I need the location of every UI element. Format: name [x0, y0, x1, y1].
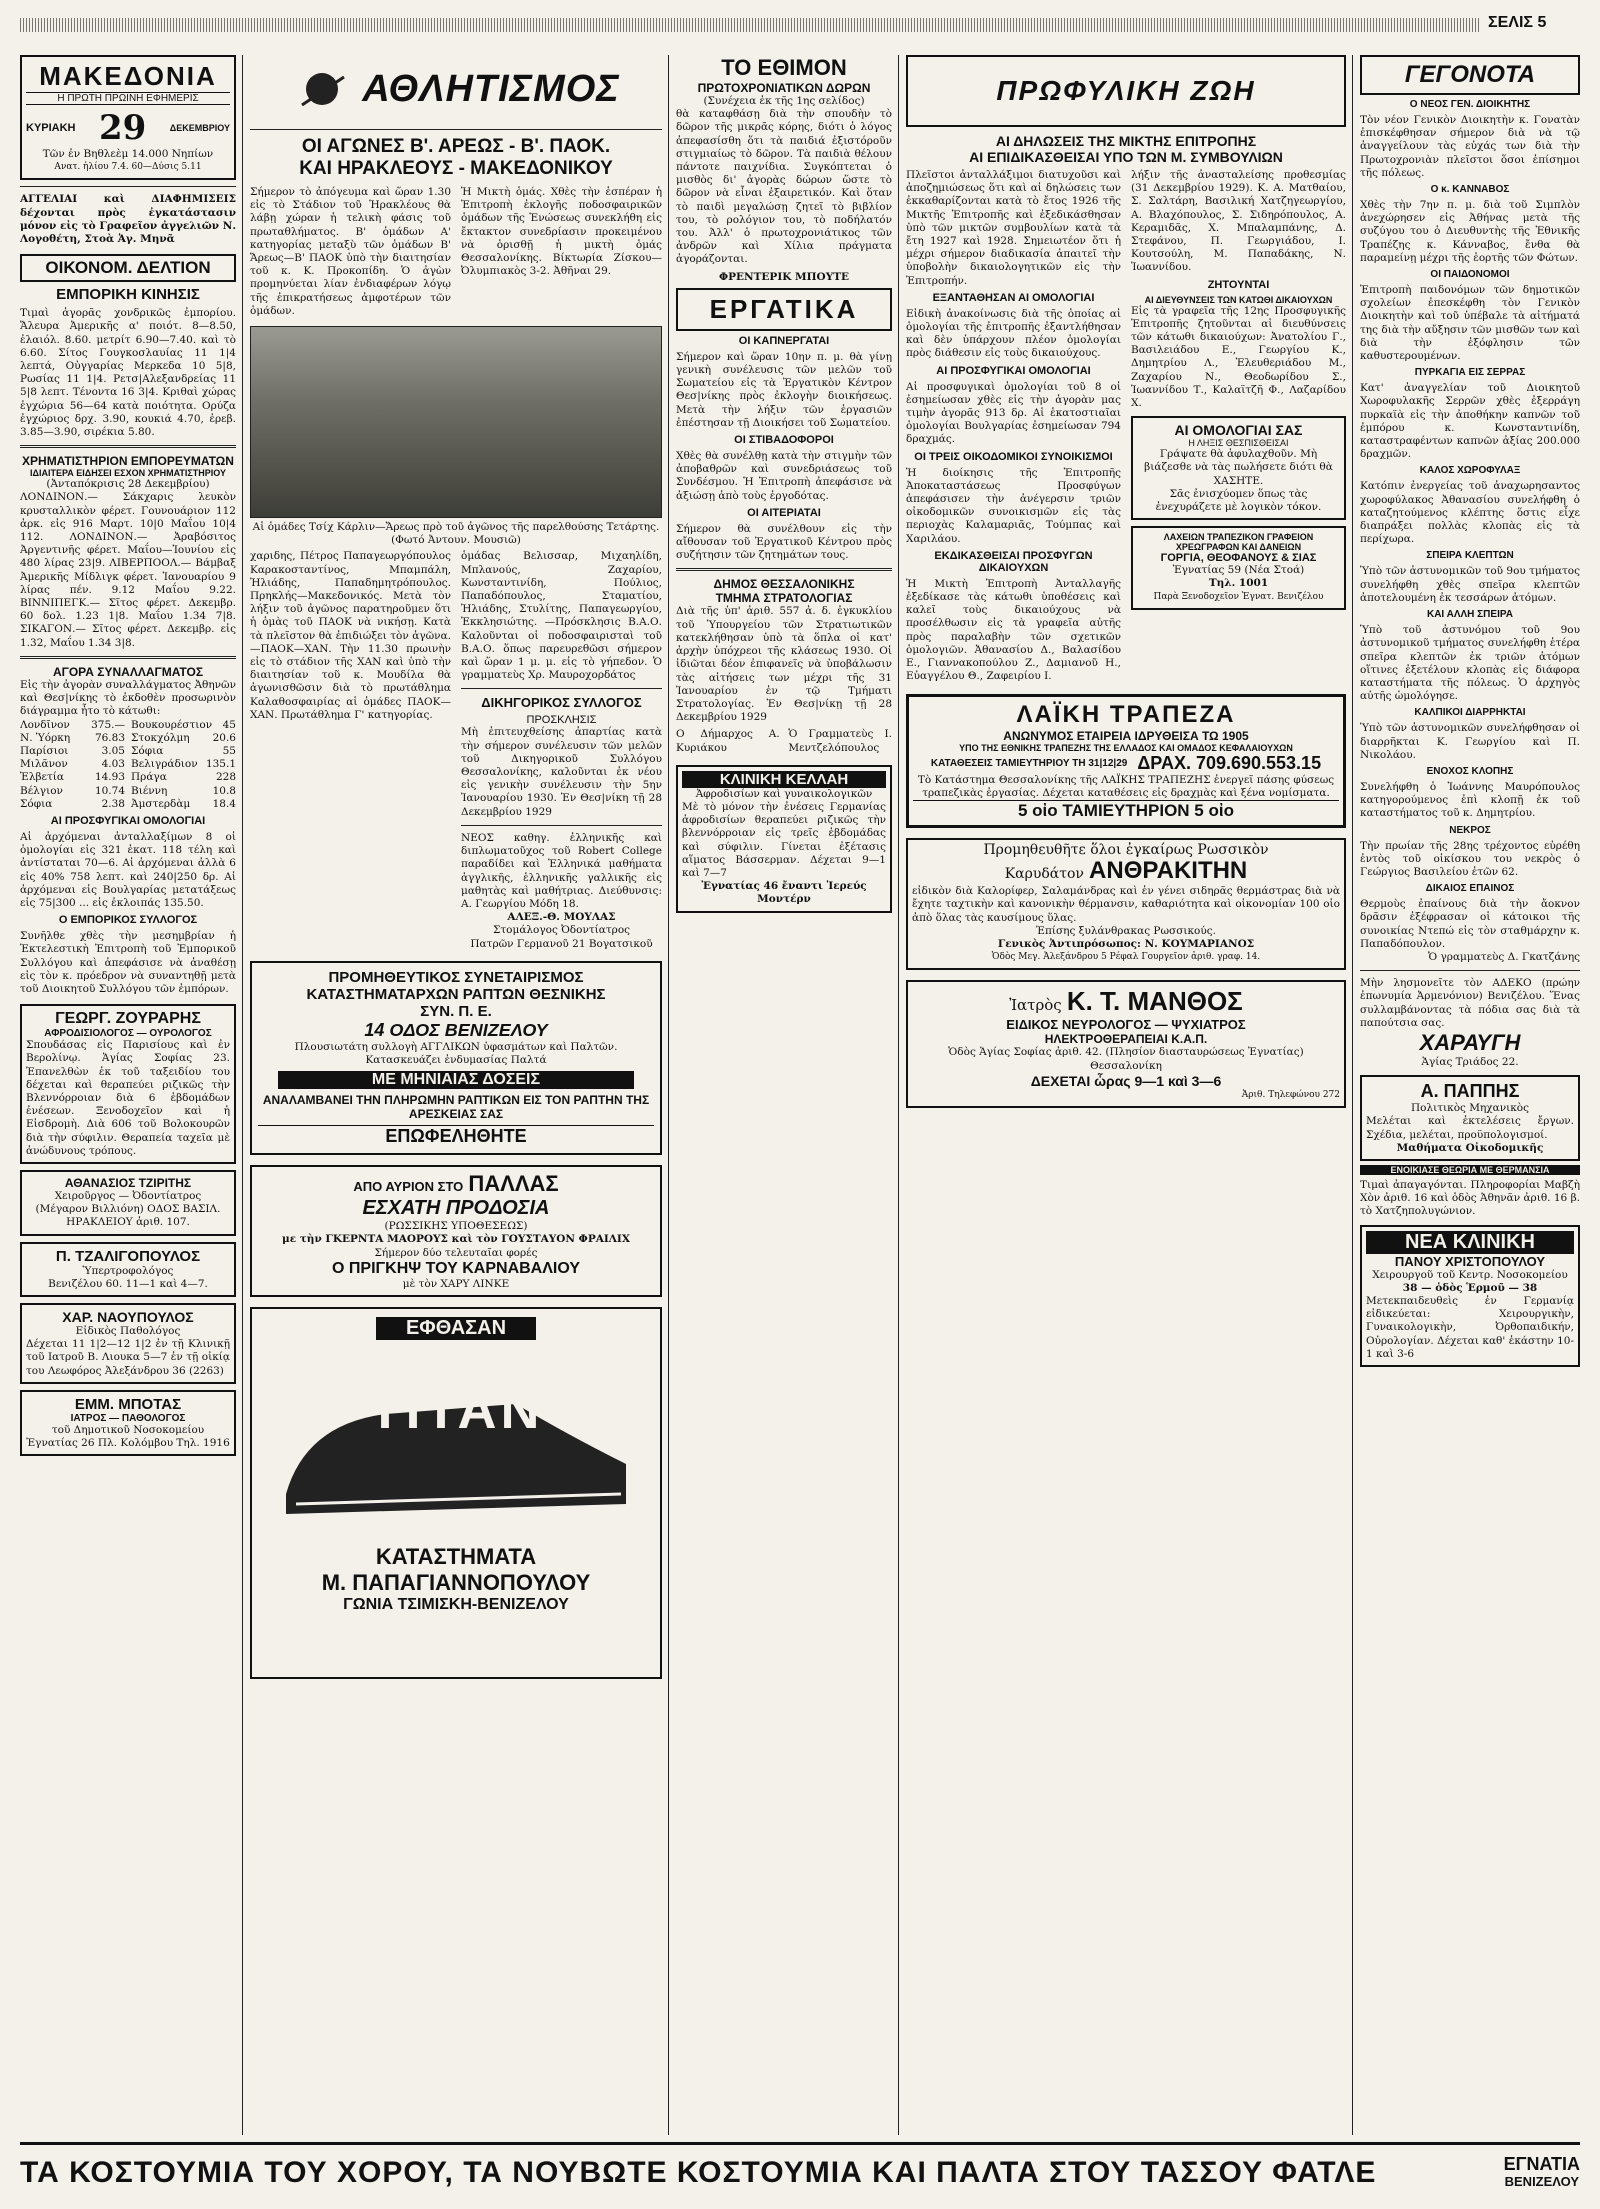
ad-kellah-l3: Μὲ τὸ μόνον τὴν ἐνέσεις Γερμανίας ἀφροδισίων θεραπεύει ριζικῶς τὴν βλεννόρροιαν εἰς τρεῖς ἑβδομάδας καὶ σύφιλιν. Γίνεται ἐξέτασις αἵματος Βάσσερμαν. Δέχεται 9—1 καὶ 7—7: [682, 800, 886, 879]
pappis-name: Α. ΠΑΠΠΗΣ: [1420, 1081, 1520, 1102]
events-sign: Ὁ γραμματεὺς Δ. Γκατζάνης: [1428, 950, 1580, 963]
ad-tailors-l8: ΕΠΩΦΕΛΗΘΗΤΕ: [258, 1125, 654, 1147]
ad-kellah: [676, 765, 892, 913]
ad-pallas-l4: (ΡΩΣΣΙΚΗΣ ΥΠΟΘΕΣΕΩΣ): [384, 1220, 528, 1233]
sports-logo-text: ΑΘΛΗΤΙΣΜΟΣ: [362, 67, 620, 110]
fx-currency: Βιέννη: [131, 784, 168, 797]
anthrakitis-l3: ΑΝΘΡΑΚΙΤΗΝ: [1089, 857, 1248, 885]
photo-caption: Αἱ ὁμάδες Τσίχ Κάρλιν—Ἄρεως πρὸ τοῦ ἀγῶνος τῆς παρελθούσης Τετάρτης. (Φωτό Ἀντουν. Μουσιῶ): [252, 521, 660, 547]
masthead-month: ΔΕΚΕΜΒΡΙΟΥ: [169, 123, 230, 133]
syros-text: Τιμαὶ ἀπαγαγόνται. Πληροφορίαι Μαβζὴ Χὸν ἀριθ. 16 καὶ ὁδὸς Ἀθηνᾶν ἀριθ. 16 β. τὸ Χατζηπολυγώνιον.: [1360, 1178, 1580, 1218]
fx-currency: Σόφια: [20, 797, 53, 810]
anthrakitis-l2: Καρυδάτον: [1004, 866, 1084, 883]
custom-note: (Συνέχεια ἐκ τῆς 1ης σελίδος): [703, 95, 865, 107]
manthos-l3: ΕΙΔΙΚΟΣ ΝΕΥΡΟΛΟΓΟΣ — ΨΥΧΙΑΤΡΟΣ: [1006, 1017, 1246, 1033]
fx-row: [131, 785, 236, 798]
prosf-heading: ΑΙ ΠΡΟΣΦΥΓΙΚΑΙ ΟΜΟΛΟΓΙΑΙ: [50, 814, 206, 827]
manthos-l4: ΗΛΕΚΤΡΟΘΕΡΑΠΕΙΑΙ Κ.Α.Π.: [1044, 1032, 1208, 1047]
column-3: [676, 55, 892, 2135]
fx-rate: 55: [222, 744, 236, 757]
emp-heading: Ο ΕΜΠΟΡΙΚΟΣ ΣΥΛΛΟΓΟΣ: [58, 914, 198, 927]
laiki-l1: ΛΑΪΚΗ ΤΡΑΠΕΖΑ: [1016, 700, 1236, 728]
fx-currency: Παρίσιοι: [20, 744, 69, 757]
ad-zoyraris-title: ΑΦΡΟΔΙΣΙΟΛΟΓΟΣ — ΟΥΡΟΛΟΓΟΣ: [44, 1028, 212, 1040]
laiki-l3: ΥΠΟ ΤΗΣ ΕΘΝΙΚΗΣ ΤΡΑΠΕΖΗΣ ΤΗΣ ΕΛΛΑΔΟΣ ΚΑΙ ΟΜΑΔΟΣ ΚΕΦΑΛΑΙΟΥΧΩΝ: [959, 742, 1293, 753]
speira-text: Ὑπὸ τῶν ἀστυνομικῶν τοῦ 9ου τμήματος συνελήφθη χθὲς σπεῖρα κλεπτῶν ἀποτελουμένη ἐκ τεσσάρων ἀτόμων.: [1360, 565, 1580, 604]
anthrakitis-l5: Ἐπίσης ξυλάνθρακας Ρωσσικούς.: [1036, 924, 1216, 937]
omol-box: [1131, 416, 1346, 520]
header-rule: [20, 18, 1480, 32]
xorof-heading: ΚΑΛΟΣ ΧΩΡΟΦΥΛΑΞ: [1419, 465, 1521, 477]
fx-rate: 135.1: [205, 758, 236, 771]
dimos-text: Διὰ τῆς ὑπ' ἀριθ. 557 ἀ. δ. ἐγκυκλίου τοῦ Ὑπουργείου τῶν Στρατιωτικῶν κατεκλήθησαν ὑπὸ τὰ ὅπλα οἱ κατ' ἀρχὴν ὑπόχρεοι τῆς κλάσεως 1930. Οἱ ἰδιῶται δέον ἐπιφανεῖς νὰ ὑποβάλωσιν τὰς αἰτήσεις των μέχρι τῆς 31 Ἰανουαρίου ἐν τῷ Τμήματι Στρατολογίας. Ἐν Θεσ|νίκῃ τῇ 28 Δεκεμβρίου 1929: [676, 605, 892, 724]
fx-row: [131, 719, 236, 732]
fx-rate: 45: [222, 718, 236, 731]
ad-tailors: [250, 961, 662, 1155]
kap-text: Σήμερον καὶ ὥραν 10ην π. μ. θὰ γίνῃ γενικὴ συνέλευσις τῶν μελῶν τοῦ Σωματείου εἰς τὰ Ἐργατικὸν Κέντρον Θεσ|νίκης πρὸς ἐκλογὴν διοικήσεως. Μετὰ τὴν λήξιν τῶν ἐργασιῶν ἐπέστησαν τῇ Διοικήσει τοῦ Σωματείου.: [676, 350, 892, 429]
fx-row: [131, 732, 236, 745]
sports-text-c: χαριδης, Πέτρος Παπαγεωργόπουλος Καρακοσταντίνος, Μπαμπάλη, Ἠλιάδης, Παπαδημητρόπουλος. Πρηκλής—Μακεδονικός. Μετὰ τὸν λήξιν τοῦ ἀγῶνος παρατηροῦμεν ὅτι ἡ ὁμὰς τοῦ ΠΑΟΚ νὰ νικήσῃ. Κατὰ τὰ πλεῖστον θὰ ἐπιδιώξει τὸν ἀγῶνα. —ΠΑΟΚ—ΧΑΝ. Τὴν 11.30 πρωινὴν εἰς τὸ στάδιον τῆς ΧΑΝ καὶ ὑπὸ τὴν διαιτησίαν τοῦ κ. Μουδίλα θὰ ἀγωνισθῶσιν διὰ τὸ πρωτάθλημα Καλαθοσφαιρίας αἱ ὁμάδες ΠΑΟΚ—ΧΑΝ. Πρωτάθλημα Γ' κατηγορίας.: [250, 550, 451, 721]
nekros-heading: ΝΕΚΡΟΣ: [1449, 824, 1491, 836]
masthead-subtitle: Η ΠΡΩΤΗ ΠΡΩΙΝΗ ΕΦΗΜΕΡΙΣ: [26, 92, 230, 105]
masthead: [20, 55, 236, 180]
ergatika-logo: ΕΡΓΑΤΙΚΑ: [676, 288, 892, 331]
sports-text-b: Ἡ Μικτὴ ὁμάς. Χθὲς τὴν ἑσπέραν ἡ Ἐπιτροπὴ ἐκλογῆς ποδοσφαιρικῶν ὁμάδων τῆς Ἑνώσεως συνεκλήθη εἰς ἔκτακτον συνεδρίασιν προκειμένου νὰ ὁρισθῇ ἡ μικτὴ ὁμάς Θεσσαλονίκης. Βίκτωρία Ζίσκου—Ὀλυμπιακὸς 3-2. Ἀθῆναι 29.: [461, 186, 662, 278]
mixed-text: Πλεῖστοι ἀνταλλάξιμοι διατυχοῦσι καὶ ἀποζημιώσεως ὅτι καὶ αἱ δηλώσεις των ἐκκαθαρίζονται κατὰ τὸ ἔτος 1926 τῆς Μικτῆς Ἐπιτροπῆς καὶ ἐξεδικάσθησαν ὑπὸ τῶν μικτῶν συμβουλίων κατὰ τὰ ἔτη 1927 καὶ 1928. Σημειωτέον ὅτι ἡ μέχρι σήμερον διαδικασία ἀπαιτεῖ τὴν ὑποβολὴν δικαιολογητικῶν εἰς τὴν Ἐπιτροπήν.: [906, 169, 1121, 287]
bourse-sub: ΙΔΙΑΙΤΕΡΑ ΕΙΔΗΣΕΙ ΕΣΧΟΝ ΧΡΗΜΑΤΙΣΤΗΡΙΟΥ: [30, 468, 226, 479]
mixed-heading-2: ΑΙ ΕΠΙΔΙΚΑΣΘΕΙΣΑΙ ΥΠΟ ΤΩΝ Μ. ΣΥΜΒΟΥΛΙΩΝ: [969, 149, 1283, 165]
fx-currency: Σόφια: [131, 744, 164, 757]
fx-rate: 20.6: [212, 731, 236, 744]
stiv-text: Χθὲς θὰ συνέλθῃ κατὰ τὴν στιγμὴν τῶν ἀποβαθρῶν καὶ συνεδριάσεως τοῦ Συνδέσμου. Ἡ Ἐπιτροπὴ ἀπεφάσισε νὰ ἀξιώσῃ ἀπὸ τοὺς ἐργοδότας.: [676, 450, 892, 502]
ad-tzaligopoulos-name: Π. ΤΖΑΛΙΓΟΠΟΥΛΟΣ: [55, 1247, 201, 1265]
ad-tzaligopoulos-title: Ὑπερτροφολόγος: [82, 1264, 174, 1277]
ad-mpotas-text: τοῦ Δημοτικοῦ Νοσοκομείου Ἐγνατίας 26 Πλ. Κολόμβου Τηλ. 1916: [26, 1423, 230, 1450]
fx-rate: 375.—: [91, 718, 125, 731]
lawyers-sub: ΠΡΟΣΚΛΗΣΙΣ: [526, 714, 597, 727]
pappis-title: Πολιτικὸς Μηχανικὸς: [1410, 1102, 1530, 1115]
footer-addr-1: ΕΓΝΑΤΙΑ: [1503, 2154, 1580, 2174]
ad-kellah-l4: Ἐγνατίας 46 ἔναντι Ἰερεύς Μοντέρν: [701, 880, 867, 906]
custom-text: θὰ καταφθάσῃ διὰ τὴν σπουδὴν τὸ δῶρον τῆς μικρᾶς κόρης, διότι ὁ λόγος ἀπεφασίσθη ὅτι τὰ παιδιά ἐξιστόροῦν στιγμιαίως τὸ δῶρον. Τὰ παιδιὰ θέλουν πάντοτε παιχνίδια. Συγκόπτεται ὁ μισθὸς δι' ἀγορὰς δώρων ὥστε τὸ δῶρον νὰ εἶναι ἐξαιρετικόν. Καὶ ὅταν τὸ παιδὶ μεγαλώσῃ ζητεῖ τὸ βιβλίον του, τὸ ρολόγιον του, τὸ ποδήλατόν του. Ἀλλ' ὁ πρωτοχρονιάτικος τῶν ἀνδρῶν καὶ Χίλια πράγματα ἀγοράζονται.: [676, 108, 892, 266]
fx-row: [20, 745, 125, 758]
prosf2-heading: ΑΙ ΠΡΟΣΦΥΓΙΚΑΙ ΟΜΟΛΟΓΙΑΙ: [936, 364, 1091, 377]
ad-kellah-l2: Ἀφροδισίων καὶ γυναικολογικῶν: [695, 787, 873, 800]
ad-tailors-l3: ΣΥΝ. Π. Ε.: [420, 1002, 492, 1020]
kalpis-heading: ΚΑΛΠΙΚΟΙ ΔΙΑΡΡΗΚΤΑΙ: [1414, 707, 1526, 719]
ad-tzaligopoulos-text: Βενιζέλου 60. 11—1 καὶ 4—7.: [48, 1277, 208, 1290]
bank-box-l3: ΓΟΡΓΙΑ, ΘΕΟΦΑΝΟΥΣ & ΣΙΑΣ: [1160, 552, 1317, 565]
prosf-text: Αἱ ἀρχόμεναι ἀνταλλαξίμων 8 οἱ ὁμολογίαι εἰς 321 ἐκατ. 118 τέλη καὶ ἀντίσταται 70—6. Αἱ ἀρχόμεναι ἀλλὰ 6 εἰς 40% 758 λεπτ. καὶ 240|250 δρ. Αἱ ἀρχόμεναι εἰς Βουλγαρίας μετατάξεως εἰς 75|300 ... εἰς ἐκλοιπάς 135.50.: [20, 830, 236, 909]
sports-headline-1: ΟΙ ΑΓΩΝΕΣ Β'. ΑΡΕΩΣ - Β'. ΠΑΟΚ.: [301, 136, 611, 157]
kannavos-text: Χθὲς τὴν 7ην π. μ. διὰ τοῦ Σιμπλὸν ἀνεχώρησεν εἰς Ἀθήνας μετὰ τῆς συζύγου του ὁ Διευθυντὴς τῆς Ἐθνικῆς Τραπέζης κ. Κάνναβος, ἔνθα θὰ παραμείνῃ μέχρι τῆς ἑορτῆς τῶν Φώτων.: [1360, 199, 1580, 264]
manthos-l5: Ὁδὸς Ἁγίας Σοφίας ἀριθ. 42. (Πλησίον διασταυρώσεως Ἐγνατίας) Θεσσαλονίκη: [948, 1046, 1304, 1072]
fx-currency: Λονδῖνον: [20, 718, 70, 731]
ad-tailors-l6: ΜΕ ΜΗΝΙΑΙΑΣ ΔΟΣΕΙΣ: [278, 1071, 634, 1089]
syros-heading: ΕΝΟΙΚΙΑΣΕ ΘΕΩΡΙΑ ΜΕ ΘΕΡΜΑΝΣΙΑ: [1360, 1165, 1580, 1175]
market-heading: ΑΓΟΡΑ ΣΥΝΑΛΛΑΓΜΑΤΟΣ: [52, 664, 204, 679]
xorof-text: Κατόπιν ἐνεργείας τοῦ ἀναχωρησαντος χωροφύλακος Ἀθανασίου συνελήφθη ὁ καταζητούμενος κλέπτης ὅστις εἶχε διαπράξει πολλὰς κλοπὰς εἰς τὰ περίχωρα.: [1360, 480, 1580, 546]
ad-manthos: [906, 980, 1346, 1108]
bank-box-l5: Παρὰ Ξενοδοχεῖον Ἐγνατ. Βενιζέλου: [1153, 591, 1324, 602]
market-text: Εἰς τὴν ἀγορὰν συναλλάγματος Ἀθηνῶν καὶ Θεσ|νίκης τὸ ἐκδοθὲν προσωρινὸν διάγραμμα ἦτο τὸ κάτωθι:: [20, 678, 236, 718]
bank-box-l1: ΛΑΧΕΙΩΝ ΤΡΑΠΕΖΙΚΟΝ ΓΡΑΦΕΙΟΝ: [1163, 532, 1314, 543]
ad-tziritis-text: (Μέγαρον Βιλλιόνη) ΟΔΟΣ ΒΑΣΙΛ. ΗΡΑΚΛΕΙΟΥ ἀριθ. 107.: [35, 1203, 221, 1229]
zitoyntai-heading: ΖΗΤΟΥΝΤΑΙ: [1207, 278, 1270, 291]
ad-mpotas-title: ΙΑΤΡΟΣ — ΠΑΘΟΛΟΓΟΣ: [70, 1412, 186, 1424]
fx-currency: Ν. Ὑόρκη: [20, 731, 71, 744]
sports-text-d: ὁμάδας Βελισσαρ, Μιχαηλίδη, Μπλανούς, Ζαχαρίου, Κωνσταντινίδη, Πούλιος, Παπαδόπουλος, Σταματίου, Ἠλιάδης, Στυλίτης, Παπαγεωργίου, Ἐκκλησιώτης. —Πρόσκλησις Β.Α.Ο. Καλοῦνται οἱ ποδοσφαιρισταὶ τοῦ Β.Α.Ο. ὅπως παρευρεθῶσι σήμερον καὶ ὥραν 1 μ. μ. εἰς τὸ γήπεδον. Ὁ γραμματεὺς Χρ. Μαυροχορδάτος: [461, 550, 662, 682]
kap-heading: ΟΙ ΚΑΠΝΕΡΓΑΤΑΙ: [738, 334, 830, 347]
ad-pallas: [250, 1165, 662, 1297]
speira-heading: ΣΠΕΙΡΑ ΚΛΕΠΤΩΝ: [1426, 550, 1514, 562]
ad-tailors-l2: ΚΑΤΑΣΤΗΜΑΤΑΡΧΩΝ ΡΑΠΤΩΝ ΘΕΣΝΙΚΗΣ: [306, 985, 606, 1003]
pyrkagia-heading: ΠΥΡΚΑΓΙΑ ΕΙΣ ΣΕΡΡΑΣ: [1414, 367, 1526, 379]
pappis-sub: Μαθήματα Οἰκοδομικῆς: [1396, 1141, 1544, 1154]
bourse-text: ΛΟΝΔΙΝΟΝ.— Σάκχαρις λευκὸν κρυσταλλικὸν φέρετ. Γουνουάριον 112 ἀρκ. εἰς 916 Μαρτ. 10|0 Μαΐου 10|4 112. ΛΟΝΔΙΝΟΝ.— Ἀραβόσιτος Ἀργεντινῆς φέρετ. Μαΐου—Ἰουνίου εἰς 480 λίρας 23|9. ΛΙΒΕΡΠΟΟΛ.— Βάμβαξ Ἀμερικῆς Μίδλιγκ φέρετ. Ἰανουαρίου 9 λίρας πέν. 9.12 Μαΐου 9.22. ΒΙΝΝΙΠΕΓΚ.— Σῖτος φέρετ. Δεκεμβρ. 60 δολ. 1.23 1|8. Μαΐου 1.34 7|8. ΣΙΚΑΓΟΝ.— Σῖτος φέρετ. Δεκεμβρ. εἰς 1.32, Μαΐου 1.34 3|8.: [20, 491, 236, 649]
dentist-addr: Πατρῶν Γερμανοῦ 21 Βογατσικοῦ: [470, 937, 653, 950]
fx-rate: 4.03: [101, 758, 125, 771]
footer-addr-2: ΒΕΝΙΖΕΛΟΥ: [1504, 2174, 1580, 2189]
manthos-l1: Ἰατρὸς: [1009, 996, 1062, 1015]
lawyers-heading: ΔΙΚΗΓΟΡΙΚΟΣ ΣΥΛΛΟΓΟΣ: [481, 695, 642, 711]
nea-klinikh-l3: Χειρουργοῦ τοῦ Κεντρ. Νοσοκομείου: [1372, 1268, 1568, 1281]
list-text: λήξιν τῆς ἀνασταλείσης προθεσμίας (31 Δεκεμβρίου 1929). Κ. Α. Ματθαίου, Σ. Σαλτάρη, Βασιλική Χατζηγεωργίου, Α. Βλαχόπουλος, Σ. Σιδηρόπουλος, Α. Κεραμιδᾶς, Χ. Μπαλαμπάνης, Δ. Στεφάνου, Π. Γεωργιάδου, Ι. Κουτσούλη, Μ. Παπαδάκης, Ν. Ἰωαννίδου.: [1131, 169, 1346, 274]
bank-box-l2: ΧΡΕΩΓΡΑΦΩΝ ΚΑΙ ΔΑΝΕΙΩΝ: [1175, 542, 1302, 553]
ad-mpotas-name: ΕΜΜ. ΜΠΟΤΑΣ: [74, 1395, 182, 1413]
sports-headline-2: ΚΑΙ ΗΡΑΚΛΕΟΥΣ - ΜΑΚΕΔΟΝΙΚΟΥ: [299, 158, 613, 179]
shoe-icon: [266, 1344, 646, 1544]
exam-heading: ΕΞΑΝΤΑΘΗΣΑΝ ΑΙ ΟΜΟΛΟΓΙΑΙ: [932, 291, 1095, 304]
ad-titan-l5: ΓΩΝΙΑ ΤΣΙΜΙΣΚΗ-ΒΕΝΙΖΕΛΟΥ: [343, 1595, 569, 1613]
ad-zoyraris-name: ΓΕΩΡΓ. ΖΟΥΡΑΡΗΣ: [55, 1010, 201, 1028]
ad-nea-klinikh: [1360, 1225, 1580, 1367]
laiki-l6: 5 οἰο ΤΑΜΙΕΥΤΗΡΙΟΝ 5 οἰο: [913, 800, 1339, 821]
anthrakitis-l7: Ὁδὸς Μεγ. Ἀλεξάνδρου 5 Ρέφαλ Γουργεῖον ἀριθ. γραφ. 14.: [991, 952, 1261, 963]
fx-rate: 3.05: [101, 744, 125, 757]
ad-tzaligopoulos: [20, 1242, 236, 1297]
ad-naoupoulos: [20, 1303, 236, 1384]
bank-box-tel: Τηλ. 1001: [1208, 577, 1269, 590]
ad-titan: [250, 1307, 662, 1679]
masthead-line1: Τῶν ἐν Βηθλεὲμ 14.000 Νηπίων: [42, 148, 214, 160]
bank-box: [1131, 526, 1346, 610]
fx-row: [131, 798, 236, 811]
custom-heading: ΤΟ ΕΘΙΜΟΝ: [721, 55, 847, 80]
ad-titan-l2: ΤΙΤΑΝ: [368, 1379, 544, 1440]
aiteriatai-heading: ΟΙ ΑΙΤΕΡΙΑΤΑΙ: [747, 506, 821, 519]
manthos-l2: Κ. Τ. ΜΑΝΘΟΣ: [1066, 986, 1243, 1017]
ad-tziritis-title: Χειροῦργος — Ὀδοντίατρος: [54, 1189, 202, 1202]
dikaios-heading: ΔΙΚΑΙΟΣ ΕΠΑΙΝΟΣ: [1425, 883, 1515, 895]
adv-text: Ἡ Μικτὴ Ἐπιτροπὴ Ἀνταλλαγῆς ἐξεδίκασε τὰς κάτωθι ὑποθέσεις καὶ καλεῖ τοὺς δικαιούχους νὰ προσέλθωσιν εἰς τὰ γραφεῖα αὐτῆς πρὸς παραλαβὴν τῶν σχετικῶν ὁμολογιῶν. Ἀθανασίου Δ., Βαλασίδου Ε., Γιαννακοπούλου Ζ., Δαμιανοῦ Η., Εὐαγγέλου Θ., Ζαφειρίου Ι.: [906, 577, 1121, 683]
ad-tailors-l5: Πλουσιωτάτη συλλογὴ ΑΓΓΛΙΚΩΝ ὑφασμάτων καὶ Παλτῶν. Κατασκευάζει ἐνδυμασίας Παλτά: [294, 1040, 618, 1066]
fx-row: [20, 785, 125, 798]
ad-pappis: [1360, 1075, 1580, 1161]
masthead-line2: Ανατ. ἡλίου 7.4. 60—Δύσις 5.11: [54, 162, 202, 173]
omol-box-l2: Η ΛΗΞΙΣ ΘΕΣΠΙΣΘΕΙΣΑΙ: [1188, 438, 1289, 449]
ad-titan-l4: Μ. ΠΑΠΑΓΙΑΝΝΟΠΟΥΛΟΥ: [321, 1569, 591, 1595]
sports-logo: [250, 55, 662, 123]
gen-text: Τὸν νέον Γενικὸν Διοικητὴν κ. Γονατὰν ἐπισκέφθησαν σήμερον διὰ νὰ τῷ ἀναγγείλουν τὰς εὐχάς των διὰ τὴν Πρωτοχρονιὰν πλεῖστοι ὅσοι ἐπίσημοι τῆς πόλεως.: [1360, 114, 1580, 179]
events-logo: ΓΕΓΟΝΟΤΑ: [1360, 55, 1580, 95]
dikaios-text: Θερμοὺς ἐπαίνους διὰ τὴν ἄοκνον δρᾶσιν ἐξέφρασαν οἱ κάτοικοι τῆς συνοικίας Ντεπώ εἰς τὸν σταθμάρχην κ. Παπαδόπουλον.: [1360, 898, 1580, 950]
emp-text: Συνῆλθε χθὲς τὴν μεσημβρίαν ἡ Ἐκτελεστικὴ Ἐπιτροπὴ τοῦ Ἐμπορικοῦ Συλλόγου καὶ ἀπεφάσισε νὰ ἀναθέσῃ εἰς τὸν κ. πρόεδρον νὰ συναντηθῇ μετὰ τοῦ Διοικητοῦ Συλλόγου τῶν ἐμπόρων.: [20, 930, 236, 995]
three-text: Ἡ διοίκησις τῆς Ἐπιτροπῆς Ἀποκαταστάσεως Προσφύγων ἀπεφάσισεν τὴν ἀνέγερσιν τριῶν οἰκοδομικῶν συνοικισμῶν εἰς τὰς περιοχὰς Καλαμαριᾶς, Τούμπας καὶ Χαριλάου.: [906, 466, 1121, 545]
trade-text: Τιμαὶ ἀγορᾶς χονδρικῶς ἐμπορίου. Ἄλευρα Ἀμερικῆς α' ποιότ. 8—8.50, ἐλαιόλ. 8.60. μετρίτ 6.90—7.40. καὶ τὸ 6.60. Σίτος Γουγκοσλαυίας 11 1|4 λεπτά, Οὐγγαρίας Μερκεδα 10 5|8, Ρωσίας 11 1|4. Ρετσ|Αλεξανδρείας 11 5|8 λεπτ. Τένοντα 16 3|4. Κριθαὶ χώρας ἐγχώρια 56—64 κατὰ ποιότητα. Ορύζα ἐγχώριος δρχ. 3.90, κουκιά 4.70, ἐρεβ. 3.85—3.90, σιρέκια 5.80.: [20, 307, 236, 439]
mixed-heading-1: ΑΙ ΔΗΛΩΣΕΙΣ ΤΗΣ ΜΙΚΤΗΣ ΕΠΙΤΡΟΠΗΣ: [995, 133, 1257, 149]
nea-klinikh-l1: ΝΕΑ ΚΛΙΝΙΚΗ: [1366, 1231, 1574, 1254]
ad-pallas-l8: μὲ τὸν ΧΑΡΥ ΛΙΝΚΕ: [402, 1277, 510, 1290]
bank-box-l4: Ἐγνατίας 59 (Νέα Στοά): [1172, 564, 1305, 577]
refugee-logo: [906, 55, 1346, 127]
fx-row: [131, 758, 236, 771]
bourse-date: (Ἀνταπόκρισις 28 Δεκεμβρίου): [46, 478, 210, 491]
laiki-l2: ΑΝΩΝΥΜΟΣ ΕΤΑΙΡΕΙΑ ΙΔΡΥΘΕΙΣΑ ΤΩ 1905: [1003, 728, 1249, 743]
ad-naoupoulos-title: Εἰδικὸς Παθολόγος: [75, 1325, 181, 1337]
fx-currency: Βέλγιον: [20, 784, 63, 797]
fx-row: [131, 771, 236, 784]
fx-row: [20, 758, 125, 771]
xaraygi: ΧΑΡΑΥΓΗ: [1419, 1029, 1521, 1055]
zitoyntai-text: Εἰς τὰ γραφεῖα τῆς 12ης Προσφυγικῆς Ἐπιτροπῆς ζητοῦνται αἱ διευθύνσεις τῶν κάτωθι δικαιούχων: Ἀνατολίου Γ., Βασιλειάδου Ε., Γεωργίου Κ., Δημητρίου Λ., Ἐλευθεριάδου Μ., Ζαχαρίου Ν., Θεοδωρίδου Σ., Ἰωαννίδου Τ., Καλαϊτζῆ Φ., Λαζαρίδου Χ.: [1131, 304, 1346, 410]
fx-currency: Βελιγράδιον: [131, 758, 198, 771]
fx-row: [20, 798, 125, 811]
anthrakitis-l4: εἰδικὸν διὰ Καλορίφερ, Σαλαμάνδρας καὶ ἐν γένει σιδηρᾶς θερμάστρας διὰ νὰ ἔχητε ταχτικὴν καὶ κανονικὴν θέρμανσιν, καθαριότητα καὶ οἰκονομίαν 100 οἰο ἀπὸ ὅλας τὰς καυσίμους ὕλας.: [912, 885, 1340, 924]
fx-rate: 14.93: [94, 771, 125, 784]
masthead-day: 29: [98, 108, 147, 148]
ad-laiki-trapeza: [906, 694, 1346, 828]
alli-heading: ΚΑΙ ΑΛΛΗ ΣΠΕΙΡΑ: [1426, 609, 1513, 621]
masthead-weekday: ΚΥΡΙΑΚΗ: [26, 122, 76, 134]
ad-kellah-l1: ΚΛΙΝΙΚΗ ΚΕΛΛΑΗ: [682, 771, 886, 788]
runner-icon: [292, 69, 352, 109]
adv-heading: ΕΚΔΙΚΑΣΘΕΙΣΑΙ ΠΡΟΣΦΥΓΩΝ ΔΙΚΑΙΟΥΧΩΝ: [934, 549, 1093, 574]
ad-pallas-l6: Σήμερον δύο τελευταῖαι φορές: [374, 1246, 538, 1259]
enoxo-text: Συνελήφθη ὁ Ἰωάννης Μαυρόπουλος κατηγορούμενος ἐπὶ κλοπῇ ἐκ τοῦ καταστήματος τοῦ κ. Δημητρίου.: [1360, 780, 1580, 820]
ad-pallas-l1: ΑΠΟ ΑΥΡΙΟΝ ΣΤΟ: [353, 1179, 464, 1195]
sports-text-a: Σήμερον τὸ ἀπόγευμα καὶ ὥραν 1.30 εἰς τὸ Στάδιον τοῦ Ἡρακλέους θὰ λάβῃ χώραν ἡ τελικὴ φάσις τοῦ πρωταθλήματος. Β' ὁμάδων Α' κατηγορίας μεταξὺ τῶν ὁμάδων Β' Ἄρεως—Β' ΠΑΟΚ ὑπὸ τὴν διαιτησίαν τοῦ κ. Κ. Προκοπίδη. Ὁ ἀγὼν προμηνύεται λίαν ἐνδιαφέρων λόγῳ τῆς ἐπικρατήσεως ἀμφοτέρων τῶν ὁμάδων.: [250, 186, 451, 317]
fx-row: [20, 719, 125, 732]
trade-heading: ΕΜΠΟΡΙΚΗ ΚΙΝΗΣΙΣ: [56, 286, 200, 304]
fx-currency: Μιλᾶνον: [20, 758, 68, 771]
ad-titan-l1: ΕΦΘΑΣΑΝ: [376, 1317, 536, 1340]
ad-tziritis-name: ΑΘΑΝΑΣΙΟΣ ΤΖΙΡΙΤΗΣ: [64, 1175, 192, 1190]
nea-klinikh-l5: Μετεκπαιδευθεὶς ἐν Γερμανίᾳ εἰδικεύεται: Χειρουργικὴν, Γυναικολογικὴν, Ὀρθοπαιδικήν, Οὐρολογίαν. Δέχεται καθ' ἑκάστην 10-1 καὶ 3-6: [1366, 1295, 1574, 1360]
dentist-sign: ΑΛΕΞ.-Θ. ΜΟΥΛΑΣ: [507, 911, 616, 924]
pappis-text: Μελέται καὶ ἐκτελέσεις ἔργων. Σχέδια, μελέται, προϋπολογισμοί.: [1366, 1115, 1574, 1141]
gen-heading: Ο ΝΕΟΣ ΓΕΝ. ΔΙΟΙΚΗΤΗΣ: [1409, 99, 1531, 110]
custom-signature: ΦΡΕΝΤΕΡΙΚ ΜΠΟΥΤΕ: [718, 270, 850, 283]
fx-rate: 10.74: [94, 784, 125, 797]
column-5: [1360, 55, 1580, 2135]
adeko-text: Μὴν λησμονεῖτε τὸν ΑΔΕΚΟ (πρώην ἐπωνυμία Ἀρμενόνιον) Βενιζέλου. Ἕνας συλλαμβάνοντας τὰ πόδια σας διὰ τὰ παπούτσια σας.: [1360, 977, 1580, 1029]
fx-row: [20, 732, 125, 745]
ad-naoupoulos-text: Δέχεται 11 1|2—12 1|2 ἐν τῇ Κλινικῇ τοῦ Ιατροῦ Β. Λιουκα 5—7 ἐν τῇ οἰκίᾳ του Λεωφόρος Ἀλεξάνδρου 36 (2263): [26, 1338, 230, 1377]
xaraygi-addr: Ἁγίας Τριάδος 22.: [1421, 1055, 1519, 1068]
anthrakitis-l1: Προμηθευθῆτε ὅλοι ἐγκαίρως Ρωσσικὸν: [983, 841, 1269, 858]
fx-currency: Βουκουρέστιον: [131, 718, 213, 731]
fx-currency: Ἑλβετία: [20, 771, 65, 784]
prosf2-text: Αἱ προσφυγικαὶ ὁμολογίαι τοῦ 8 οἱ ἐσημείωσαν χθὲς εἰς τὴν ἀγορὰν μας τιμὴν ἀγορᾶς 913 δρ. Αἱ ἑκατοστιαῖαι ὁμολογίαι Βουλγαρίας ἐσημείωσαν 794 δραχμάς.: [906, 380, 1121, 446]
zitoyntai-sub: ΑΙ ΔΙΕΥΘΥΝΣΕΙΣ ΤΩΝ ΚΑΤΩΘΙ ΔΙΚΑΙΟΥΧΩΝ: [1144, 294, 1333, 305]
lawyers-text: Μὴ ἐπιτευχθείσης ἀπαρτίας κατὰ τὴν σήμερον συνέλευσιν τῶν μελῶν τοῦ Δικηγορικοῦ Συλλόγου Θεσσαλονίκης, καλοῦνται ἐκ νέου εἰς γενικὴν συνέλευσιν τὴν 5ην Ἰανουαρίου 1930. Ἐν Θεσ|νίκη τῇ 28 Δεκεμβρίου 1929: [461, 726, 662, 818]
fx-row: [20, 771, 125, 784]
dimos-sign-right: Ὁ Γραμματεὺς Ι. Μεντζελόπουλος: [788, 728, 892, 754]
laiki-l4: ΚΑΤΑΘΕΣΕΙΣ ΤΑΜΙΕΥΤΗΡΙΟΥ ΤΗ 31|12|29: [930, 757, 1128, 769]
laiki-amount: ΔΡΑΧ. 709.690.553.15: [1137, 752, 1322, 773]
ad-titan-l3: ΚΑΤΑΣΤΗΜΑΤΑ: [375, 1543, 537, 1569]
omol-box-l4: Σᾶς ἐνισχύομεν ὅπως τὰς ἐνεχυράζετε μὲ λογικὸν τόκον.: [1155, 487, 1322, 514]
ad-tailors-l4: 14 ΟΔΟΣ ΒΕΝΙΖΕΛΟΥ: [364, 1019, 548, 1040]
ad-naoupoulos-name: ΧΑΡ. ΝΑΟΥΠΟΥΛΟΣ: [62, 1309, 194, 1325]
ad-zoyraris: [20, 1004, 236, 1164]
dimos-heading: ΔΗΜΟΣ ΘΕΣΣΑΛΟΝΙΚΗΣ: [713, 577, 855, 592]
ad-tailors-l7: ΑΝΑΛΑΜΒΑΝΕΙ ΤΗΝ ΠΛΗΡΩΜΗΝ ΡΑΠΤΙΚΩΝ ΕΙΣ ΤΟΝ ΡΑΠΤΗΝ ΤΗΣ ΑΡΕΣΚΕΙΑΣ ΣΑΣ: [262, 1093, 650, 1122]
paidonomoi-text: Ἐπιτροπὴ παιδονόμων τῶν δημοτικῶν σχολείων ἐπεσκέφθη τὸν Γενικὸν Διοικητὴν καὶ τοῦ ὑπέβαλε τὰ αἰτήματά της διὰ τὴν αὔξησιν τῶν μισθῶν των καὶ διὰ τὴν ἐξόφλησιν τῶν καθυστερουμένων.: [1360, 284, 1580, 363]
ad-pallas-l3: ΕΣΧΑΤΗ ΠΡΟΔΟΣΙΑ: [362, 1197, 550, 1220]
omol-box-l1: ΑΙ ΟΜΟΛΟΓΙΑΙ ΣΑΣ: [1174, 422, 1303, 439]
column-2: [250, 55, 662, 2135]
footer-banner-text: ΤΑ ΚΟΣΤΟΥΜΙΑ ΤΟΥ ΧΟΡΟΥ, ΤΑ ΝΟΥΒΩΤΕ ΚΟΣΤΟΥΜΙΑ ΚΑΙ ΠΑΛΤΑ ΣΤΟΥ ΤΑΣΣΟΥ ΦΑΤΛΕ: [20, 2156, 1377, 2189]
laiki-l5: Τὸ Κατάστημα Θεσσαλονίκης τῆς ΛΑΪΚΗΣ ΤΡΑΠΕΖΗΣ ἐνεργεῖ πάσης φύσεως τραπεζικὰς ἐργασίας. Δέχεται καταθέσεις εἰς δραχμὰς καὶ ξένα νομίσματα.: [917, 773, 1335, 799]
dimos-sub: ΤΜΗΜΑ ΣΤΡΑΤΟΛΟΓΙΑΣ: [715, 591, 853, 606]
nea-klinikh-l2: ΠΑΝΟΥ ΧΡΙΣΤΟΠΟΥΛΟΥ: [1394, 1253, 1546, 1269]
ad-mpotas: [20, 1390, 236, 1456]
three-heading: ΟΙ ΤΡΕΙΣ ΟΙΚΟΔΟΜΙΚΟΙ ΣΥΝΟΙΚΙΣΜΟΙ: [914, 450, 1113, 463]
masthead-title: ΜΑΚΕΔΟΝΙΑ: [39, 61, 217, 91]
manthos-l6: ΔΕΧΕΤΑΙ ὧρας 9—1 καὶ 3—6: [1030, 1072, 1222, 1089]
fx-rate: 2.38: [101, 797, 125, 810]
manthos-l7: Ἀριθ. Τηλεφώνου 272: [1241, 1089, 1340, 1100]
fx-table: [20, 719, 236, 811]
stiv-heading: ΟΙ ΣΤΙΒΑΔΟΦΟΡΟΙ: [734, 434, 834, 447]
omol-box-l3: Γράψατε θὰ ἀφυλαχθοῦν. Μὴ βιάζεσθε νὰ τὰς πωλήσετε διότι θὰ ΧΑΣΗΤΕ.: [1144, 448, 1333, 487]
ad-anthrakitis: [906, 838, 1346, 970]
neos-text: ΝΕΟΣ καθηγ. ἐλληνικῆς καὶ διπλωματοῦχος τοῦ Robert College παραδίδει καὶ Ἑλληνικά μαθήματα ἀγγλικῆς, ἑλληνικῆς γαλλικῆς εἰς μαθητὰς καὶ μαθήτριας. Διεύθυνσις: Α. Γεωργίου Μόδη 18.: [461, 831, 662, 910]
column-1: [20, 55, 236, 2135]
ad-tziritis: [20, 1170, 236, 1236]
exam-text: Εἰδικὴ ἀνακοίνωσις διὰ τῆς ὁποίας αἱ ὁμολογίαι τῆς ἐπιτροπῆς ἐξαντλήθησαν καὶ δὲν ὑπάρχουν πλέον ὁμολογίαι πρὸς διάθεσιν εἰς τοὺς δικαιούχους.: [906, 307, 1121, 360]
kannavos-heading: Ο κ. ΚΑΝΝΑΒΟΣ: [1430, 184, 1510, 196]
footer-banner: [20, 2142, 1580, 2201]
alli-text: Ὑπὸ τοῦ ἀστυνόμου τοῦ 9ου ἀστυνομικοῦ τμήματος συνελήφθη ἑτέρα σπεῖρα κλεπτῶν ἐκ τριῶν ἀτόμων οἵτινες ἐξετέλουν κλοπὰς εἰς διάφορα καταστήματα τῆς πόλεως. Ὁ ἀρχηγὸς αὐτῆς ὡμολόγησε.: [1360, 624, 1580, 703]
fx-currency: Πράγα: [131, 771, 167, 784]
dentist-sign-title: Στομάλογος Ὀδοντίατρος: [492, 924, 631, 937]
ad-pallas-l2: ΠΑΛΛΑΣ: [468, 1171, 559, 1197]
ad-pallas-l5: με τὴν ΓΚΕΡΝΤΑ ΜΑΟΡΟΥΣ καὶ τὸν ΓΟΥΣΤΑΥΟΝ ΦΡΑΙΛΙΧ: [282, 1233, 630, 1246]
dimos-sign-left: Ο Δήμαρχος Α. Κυριάκου: [676, 728, 780, 754]
team-photo: [250, 326, 662, 518]
fx-currency: Στοκχόλμη: [131, 731, 190, 744]
fx-rate: 18.4: [212, 797, 236, 810]
ads-notice: ΑΓΓΕΛΙΑΙ καὶ ΔΙΑΦΗΜΙΣΕΙΣ δέχονται πρὸς ἐγκατάστασιν μόνον εἰς τὸ Γραφεῖον ἀγγελιῶν Ν. Λογοθέτη, Στοὰ Ἁγ. Μηνᾶ: [20, 193, 236, 246]
refugee-logo-text: ΠΡΩΦΥΛΙΚΗ ΖΩΗ: [996, 75, 1256, 106]
bourse-heading: ΧΡΗΜΑΤΙΣΤΗΡΙΟΝ ΕΜΠΟΡΕΥΜΑΤΩΝ: [22, 454, 234, 469]
paidonomoi-heading: ΟΙ ΠΑΙΔΟΝΟΜΟΙ: [1430, 269, 1510, 281]
fx-rate: 228: [215, 771, 236, 784]
ad-zoyraris-text: Σπουδάσας εἰς Παρισίους καὶ ἐν Βερολίνῳ. Ἁγίας Σοφίας 23. Ἐπανελθὼν ἐκ τοῦ ταξειδίου του δέχεται καὶ θεραπεύει ριζικῶς τὴν Βλεννόρροιαν διὰ 6 ἑβδομάδων ἐνέσεων. Ξενοδοχεῖον καὶ ἡ Εἰσδρομὴ. Διὰ 606 τοῦ Βολοκουρῶν διὰ τὴν σύφιλιν. Θεραπεία ταχεῖα μὲ ἀνώδυνους τρόπους.: [26, 1039, 230, 1157]
econ-heading: ΟΙΚΟΝΟΜ. ΔΕΛΤΙΟΝ: [20, 254, 236, 282]
fx-rate: 10.8: [212, 784, 236, 797]
fx-rate: 76.83: [94, 731, 125, 744]
page-number: ΣΕΛΙΣ 5: [1488, 14, 1547, 31]
ad-tailors-l1: ΠΡΟΜΗΘΕΥΤΙΚΟΣ ΣΥΝΕΤΑΙΡΙΣΜΟΣ: [328, 968, 584, 986]
ad-pallas-l7: Ο ΠΡΙΓΚΗΨ ΤΟΥ ΚΑΡΝΑΒΑΛΙΟΥ: [331, 1259, 581, 1277]
fx-row: [131, 745, 236, 758]
aiteriatai-text: Σήμερον θὰ συνέλθουν εἰς τὴν αἴθουσαν τοῦ Ἐργατικοῦ Κέντρου πρὸς συζήτησιν τῶν ζητημάτων τους.: [676, 522, 892, 562]
anthrakitis-l6: Γενικὸς Ἀντιπρόσωπος: Ν. ΚΟΥΜΑΡΙΑΝΟΣ: [997, 937, 1255, 950]
nea-klinikh-l4: 38 — ὁδὸς Ἑρμοῦ — 38: [1402, 1281, 1538, 1294]
fx-currency: Ἀμστερδὰμ: [131, 797, 191, 810]
pyrkagia-text: Κατ' ἀναγγελίαν τοῦ Διοικητοῦ Χωροφυλακῆς Σερρῶν χθὲς ἐξερράγη πυρκαϊὰ εἰς τὴν ἀποθήκην καπνῶν τοῦ ἐμπόρου κ. Κωνσταντινίδη, καταστραφέντων καπνῶν ἀξίας 200.000 δραχμῶν.: [1360, 382, 1580, 461]
custom-subheading: ΠΡΩΤΟΧΡΟΝΙΑΤΙΚΩΝ ΔΩΡΩΝ: [697, 81, 871, 95]
column-4: [906, 55, 1346, 2135]
enoxo-heading: ΕΝΟΧΟΣ ΚΛΟΠΗΣ: [1426, 765, 1514, 777]
kalpis-text: Ὑπὸ τῶν ἀστυνομικῶν συνελήφθησαν οἱ διαρρῆκται Κ. Γεωργίου καὶ Π. Νικολάου.: [1360, 722, 1580, 761]
nekros-text: Τὴν πρωίαν τῆς 28ης τρέχοντος εὑρέθη ἐντὸς τοῦ οἰκίσκου του νεκρὸς ὁ Γεώργιος Βασιλείου ἐτῶν 62.: [1360, 839, 1580, 878]
